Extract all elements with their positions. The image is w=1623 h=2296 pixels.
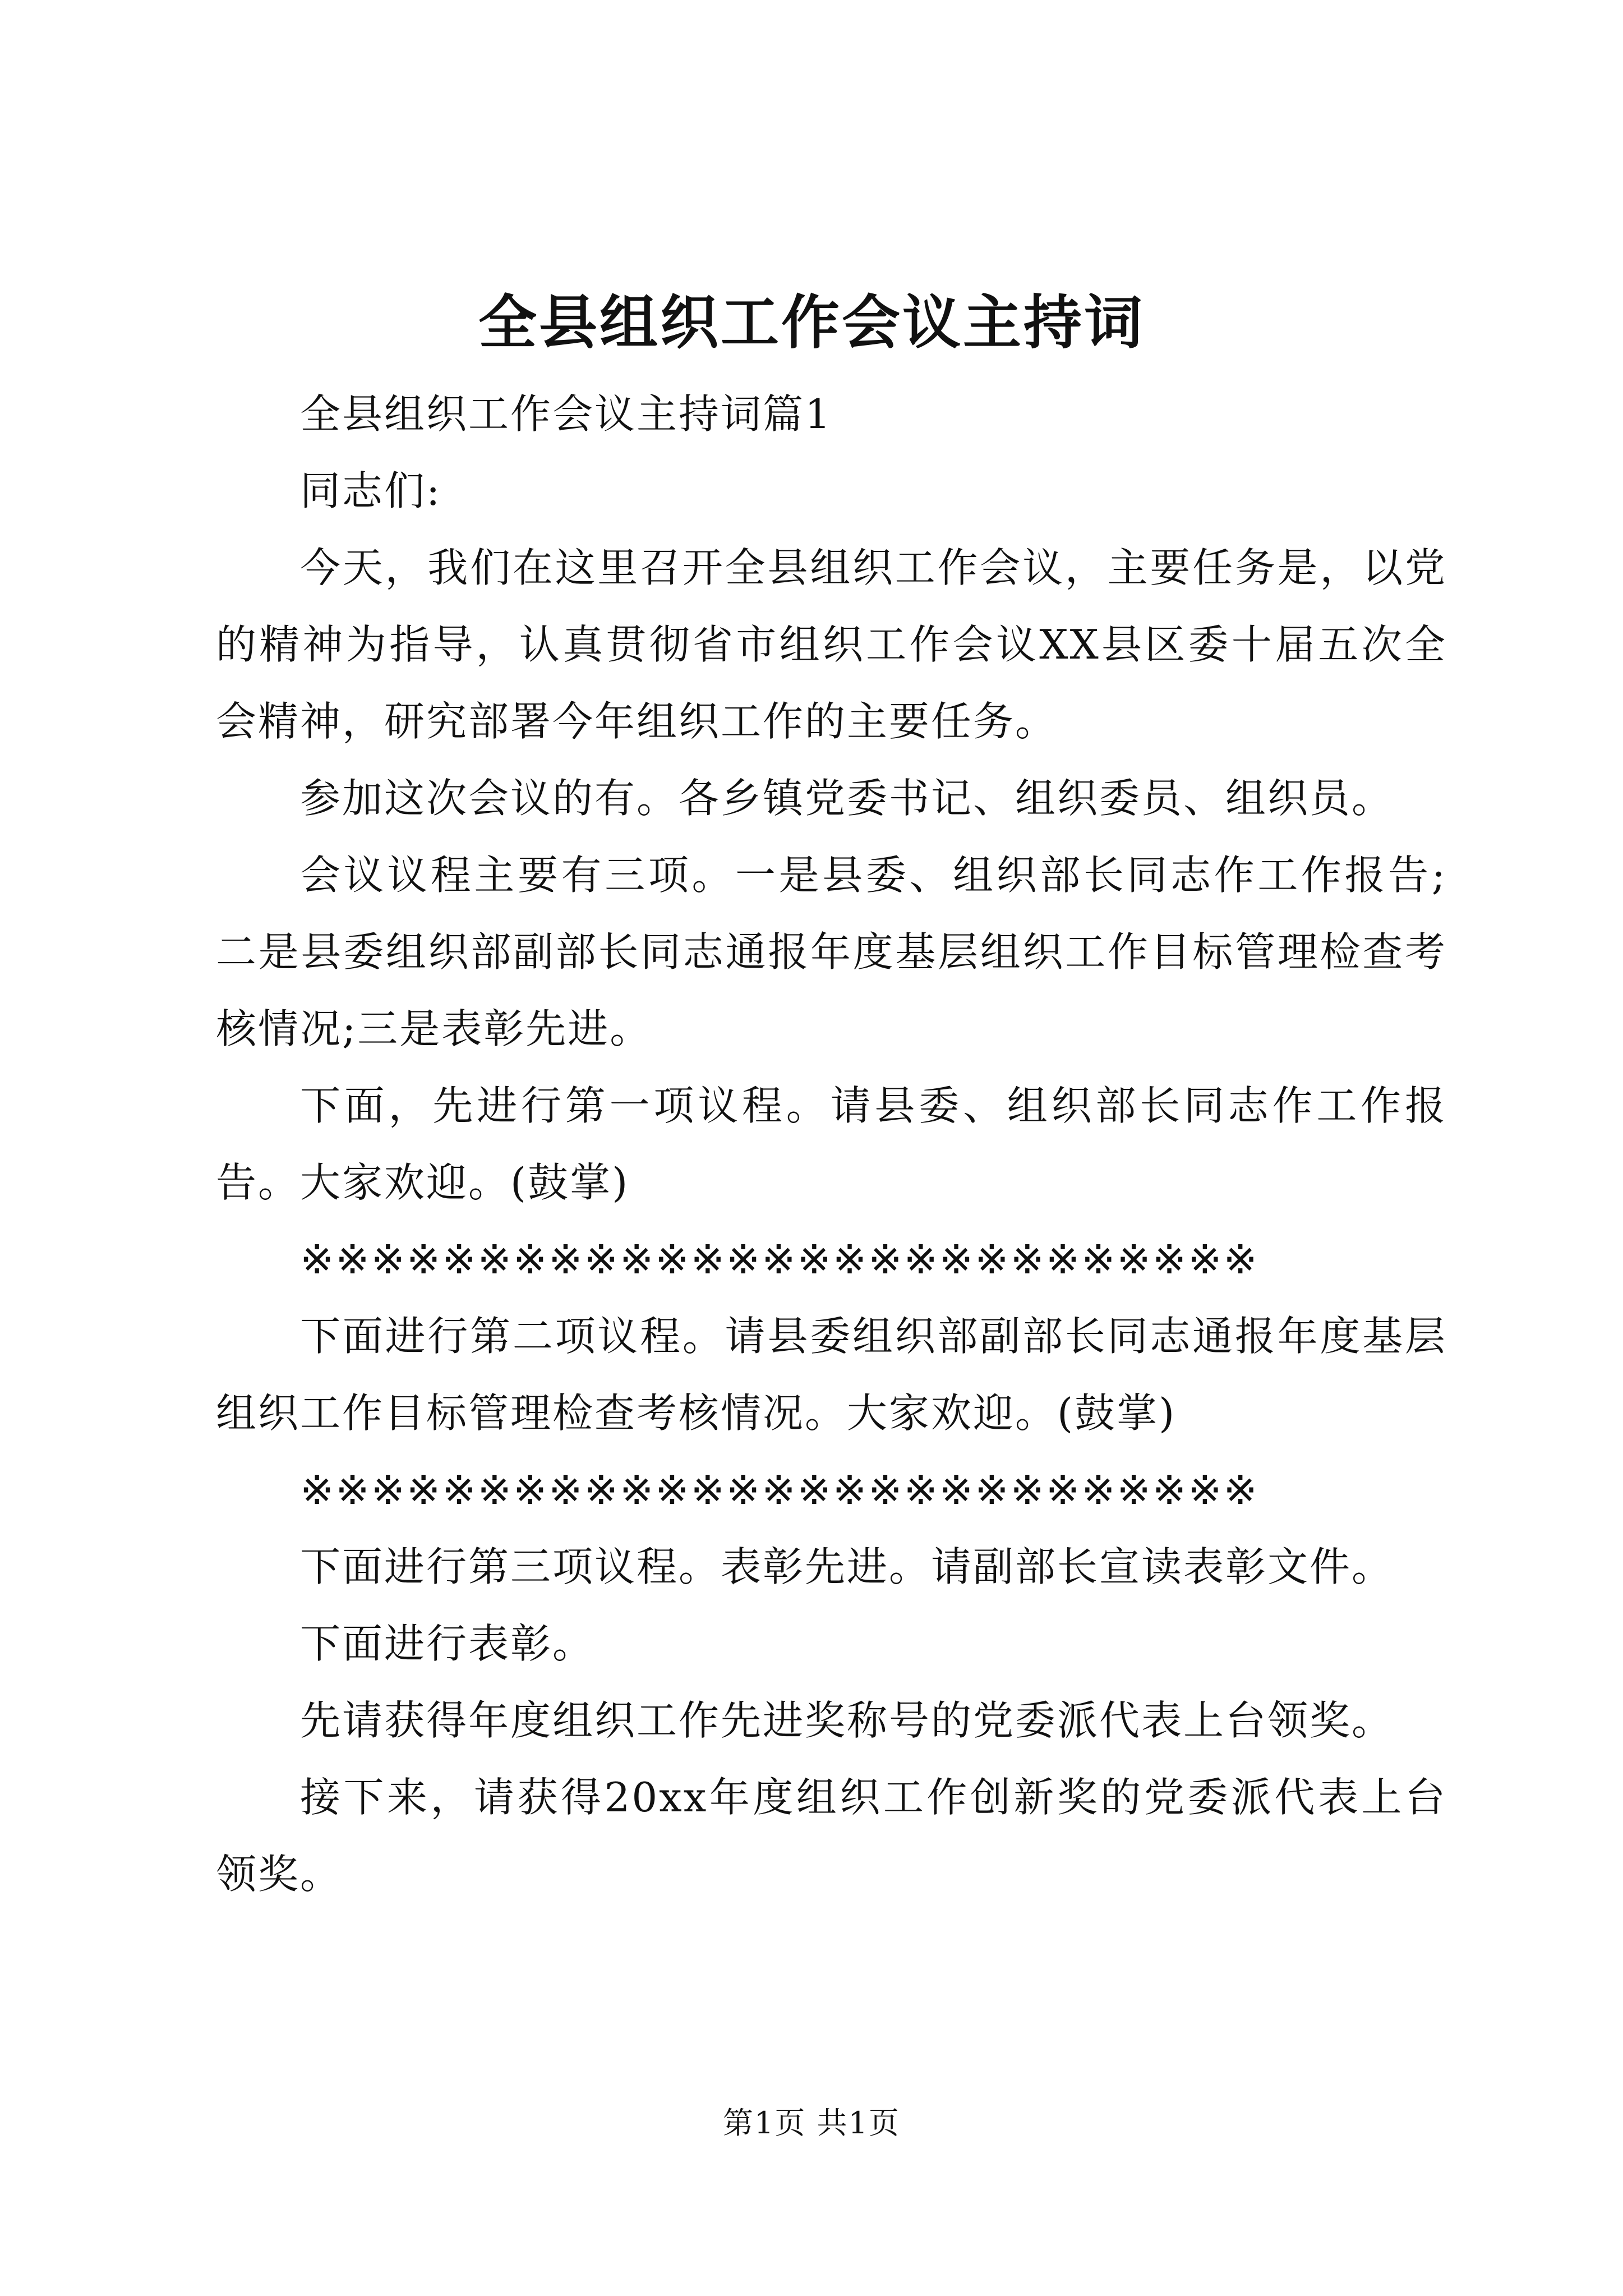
paragraph-agenda: 会议议程主要有三项。一是县委、组织部长同志作工作报告;二是县委组织部副部长同志通报年度基层组织工作目标管理检查考核情况;三是表彰先进。 (216, 852, 1447, 1052)
document-title: 全县组织工作会议主持词 (478, 288, 1145, 357)
separator-line: ※※※※※※※※※※※※※※※※※※※※※※※※※※※ (300, 1236, 1259, 1283)
document-body (216, 376, 1447, 1913)
page-footer: 第1页 共1页 (723, 2105, 900, 2141)
paragraph-item-three: 下面进行第三项议程。表彰先进。请副部长宣读表彰文件。 (300, 1543, 1394, 1590)
paragraph-advanced-award: 先请获得年度组织工作先进奖称号的党委派代表上台领奖。 (300, 1697, 1394, 1744)
separator-line: ※※※※※※※※※※※※※※※※※※※※※※※※※※※ (300, 1466, 1259, 1513)
paragraph-subtitle: 全县组织工作会议主持词篇1 (300, 390, 832, 438)
paragraph-commendation: 下面进行表彰。 (300, 1620, 595, 1667)
paragraph-attendees: 参加这次会议的有。各乡镇党委书记、组织委员、组织员。 (300, 775, 1394, 822)
paragraph-innovation-award: 接下来，请获得20xx年度组织工作创新奖的党委派代表上台领奖。 (216, 1774, 1447, 1898)
paragraph-greeting: 同志们: (300, 467, 442, 514)
paragraph-item-two: 下面进行第二项议程。请县委组织部副部长同志通报年度基层组织工作目标管理检查考核情况。大家欢迎。(鼓掌) (216, 1313, 1447, 1437)
paragraph-item-one: 下面，先进行第一项议程。请县委、组织部长同志作工作报告。大家欢迎。(鼓掌) (216, 1082, 1447, 1206)
paragraph-intro: 今天，我们在这里召开全县组织工作会议，主要任务是，以党的精神为指导，认真贯彻省市组织工作会议XX县区委十届五次全会精神，研究部署今年组织工作的主要任务。 (216, 544, 1447, 745)
